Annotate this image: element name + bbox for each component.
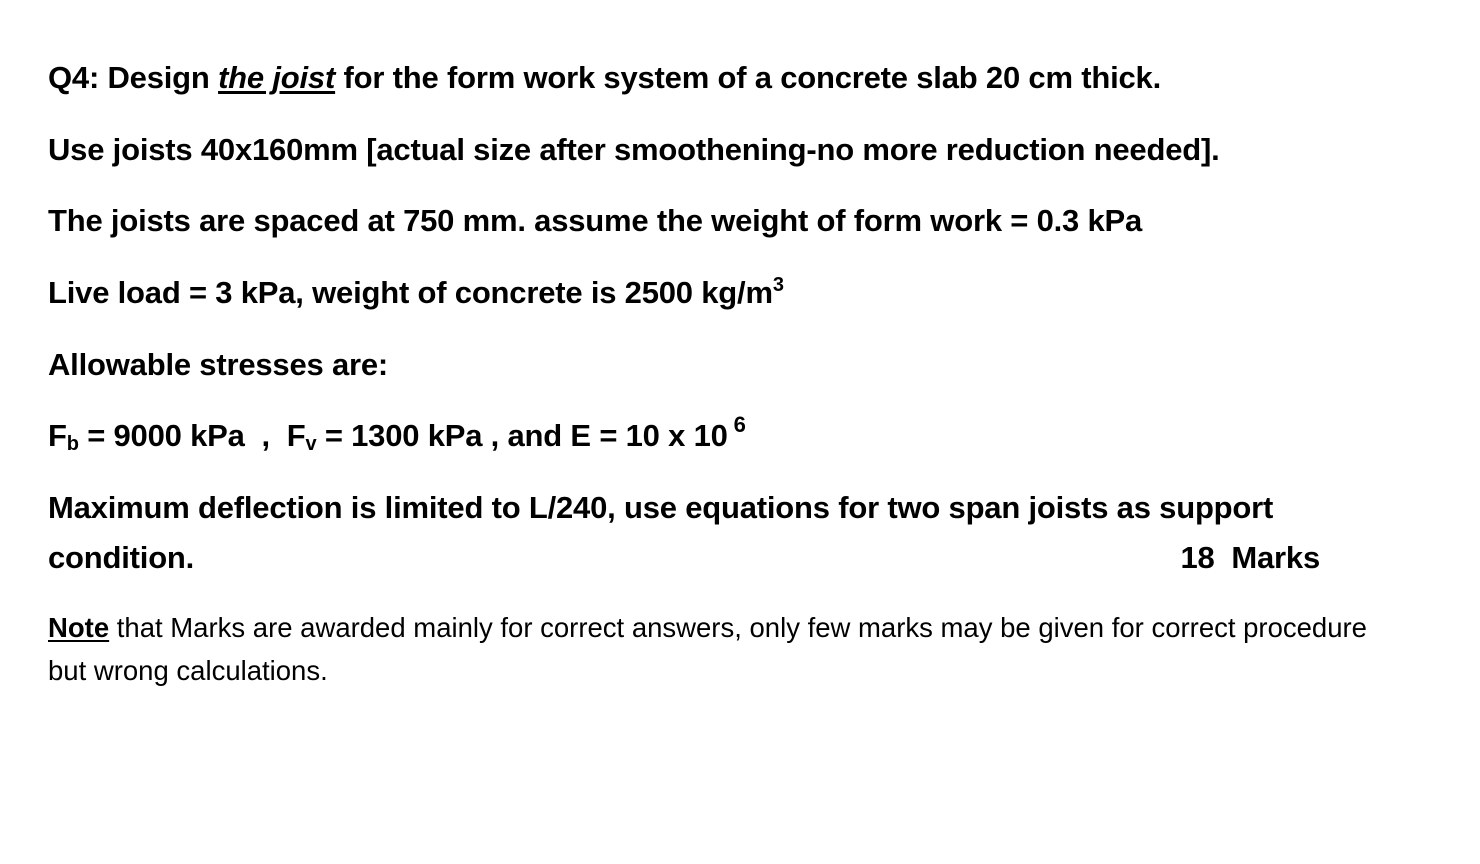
question-title-suffix: for the form work system of a concrete slab 20 cm thick.	[335, 60, 1161, 95]
fv-symbol: F	[286, 418, 306, 453]
fv-subscript: v	[305, 433, 317, 455]
note-text: that Marks are awarded mainly for correct answers, only few marks may be given for correct procedure but wrong calculations.	[48, 612, 1367, 686]
condition-line	[48, 540, 1320, 576]
joists-size-line: Use joists 40x160mm [actual size after smoothening-no more reduction needed].	[48, 132, 1220, 167]
live-load-line	[48, 275, 784, 311]
live-load-exponent: 3	[772, 274, 784, 296]
fb-subscript: b	[66, 433, 79, 455]
joists-spacing-line: The joists are spaced at 750 mm. assume the weight of form work = 0.3 kPa	[48, 203, 1143, 238]
fv-value: = 1300 kPa , and E = 10 x 10	[316, 418, 728, 453]
condition-text: condition.	[48, 540, 195, 575]
deflection-line: Maximum deflection is limited to L/240, use equations for two span joists as support	[48, 490, 1274, 525]
question-title-prefix: Q4: Design	[48, 60, 219, 95]
note-label: Note	[48, 612, 110, 643]
fb-symbol: F	[48, 418, 67, 453]
note-paragraph	[48, 606, 1368, 692]
live-load-text: Live load = 3 kPa, weight of concrete is 2500 kg/m	[48, 275, 773, 310]
allowable-stresses-heading: Allowable stresses are:	[48, 347, 389, 382]
fb-value: = 9000 kPa ,	[78, 418, 287, 453]
question-title	[48, 60, 1161, 96]
e-exponent: 6	[733, 412, 746, 437]
allowable-stresses-values	[48, 412, 746, 455]
question-title-emphasis: the joist	[218, 60, 336, 95]
marks-label: 18 Marks	[1180, 540, 1320, 575]
